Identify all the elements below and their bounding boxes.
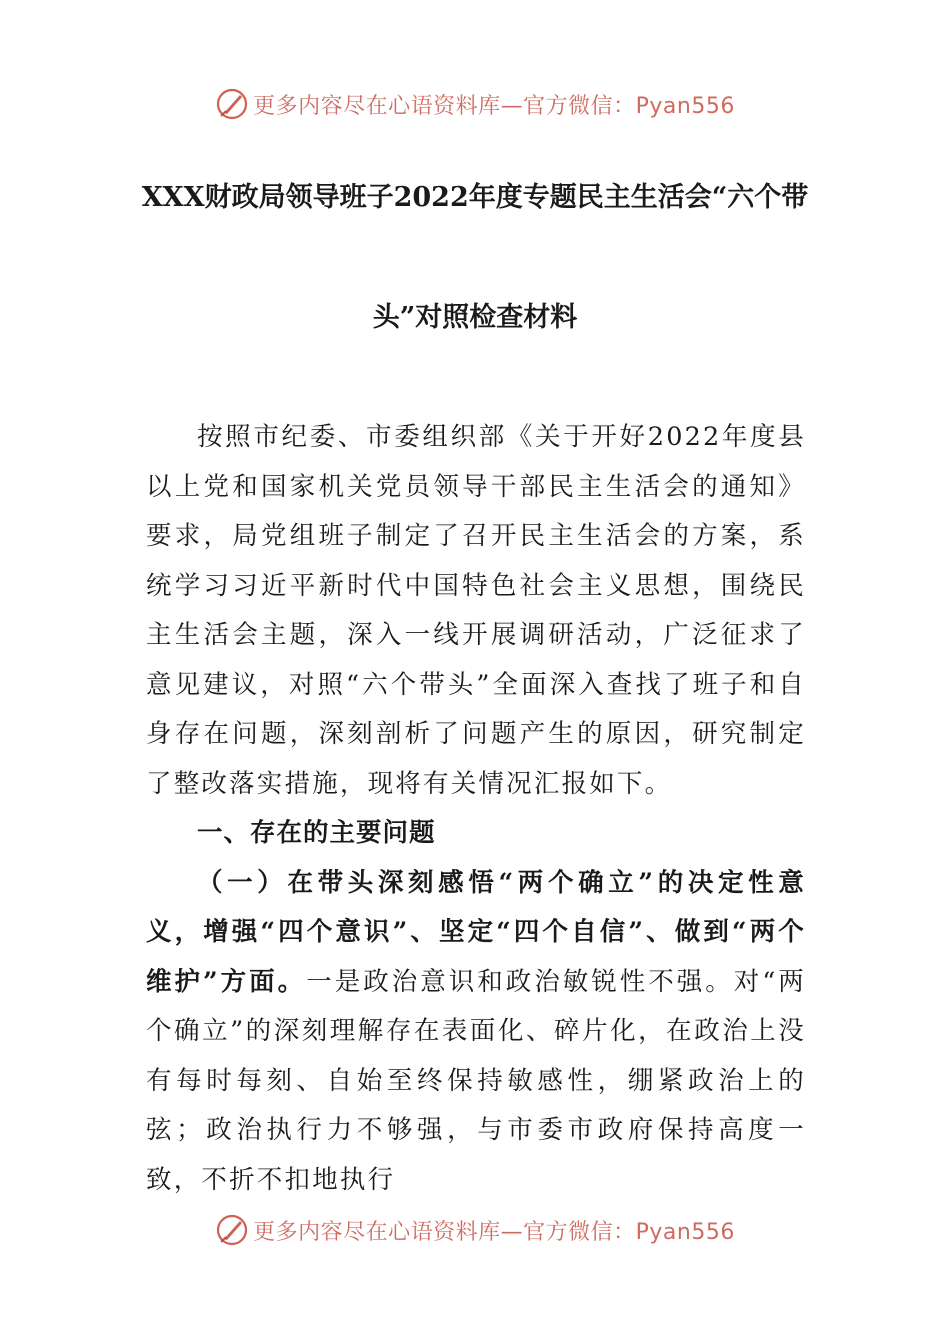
document-title-line-2: 头”对照检查材料	[372, 302, 578, 333]
section-1-heading: 一、存在的主要问题	[197, 818, 436, 848]
quill-logo-icon	[215, 1213, 249, 1247]
document-body	[146, 413, 806, 1205]
subsection-1-body: 一是政治意识和政治敏锐性不强。对“两个确立”的深刻理解存在表面化、碎片化，在政治上没有每时每刻、自始至终保持敏感性，绷紧政治上的弦；政治执行力不够强，与市委市政府保持高度一致，不折不扣地执行	[146, 966, 807, 1195]
subsection-1-paragraph	[146, 859, 806, 1206]
quill-logo-icon	[215, 87, 249, 121]
subsection-1-heading: （一）在带头深刻感悟“两个确立”的决定性意义，增强“四个意识”、坚定“四个自信”、做到“两个维护”方面。	[146, 867, 806, 997]
header-watermark-banner	[0, 84, 950, 124]
footer-watermark-banner	[0, 1210, 950, 1250]
footer-watermark-text: 更多内容尽在心语资料库—官方微信：Pyan556	[253, 1219, 735, 1245]
intro-paragraph: 按照市纪委、市委组织部《关于开好2022年度县以上党和国家机关党员领导干部民主生活会的通知》要求，局党组班子制定了召开民主生活会的方案，系统学习习近平新时代中国特色社会主义思想，围绕民主生活会主题，深入一线开展调研活动，广泛征求了意见建议，对照“六个带头”全面深入查找了班子和自身存在问题，深刻剖析了问题产生的原因，研究制定了整改落实措施，现将有关情况汇报如下。	[146, 422, 806, 799]
header-watermark-text: 更多内容尽在心语资料库—官方微信：Pyan556	[253, 93, 735, 119]
document-title-line-1: XXX财政局领导班子2022年度专题民主生活会“六个带	[141, 182, 809, 213]
